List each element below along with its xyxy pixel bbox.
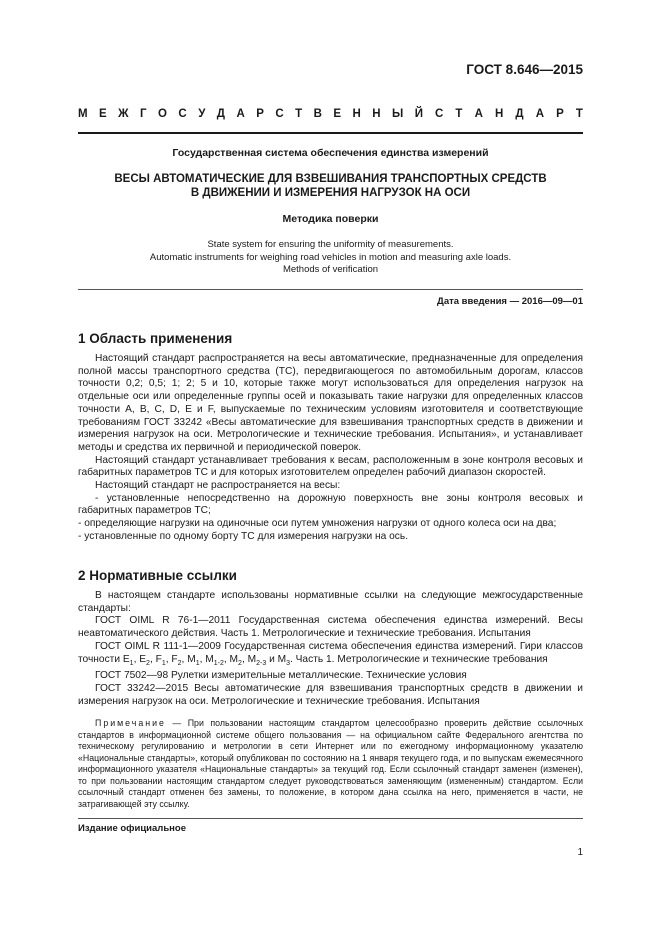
banner-letter: Ы: [392, 108, 404, 120]
main-title-line-2: В ДВИЖЕНИИ И ИЗМЕРЕНИЯ НАГРУЗОК НА ОСИ: [190, 187, 471, 199]
section-2-heading: 2 Нормативные ссылки: [78, 568, 237, 583]
section-1-list-item: - определяющие нагрузки на одиночные оси путем умножения нагрузки от одного колеса оси на два;: [78, 518, 557, 530]
section-1-body: [78, 353, 583, 544]
reference-item: ГОСТ OIML R 76-1—2011 Государственная система обеспечения единства измерений. Весы неавтоматического действия. Часть 1. Метрологические и технические требования. Испытания: [78, 615, 583, 640]
section-1-heading: 1 Область применения: [78, 331, 233, 346]
section-1-paragraph: Настоящий стандарт не распространяется на весы:: [95, 480, 341, 492]
banner-letter: Е: [99, 108, 107, 120]
section-1-paragraph: Настоящий стандарт распространяется на весы автоматические, предназначенные для определения полной массы транспортного средства (ТС), передвигающегося по автомобильным дорогам, классов точности 0,2; 0,5; 1; 2; 5 и 10, которые также могут использоваться для определения нагрузок на отдельные оси или определенные группы осей и показывать такие нагрузки для определенных классов точности A, B, C, D, E и F, выпускаемые по техническим условиям изготовителя и соответствующие требованиям ГОСТ 33242 «Весы автоматические для взвешивания транспортных средств в движении и измерения нагрузок на оси. Метрологические и технические требования. Испытания», и устанавливает методы и средства их первичной и периодической поверок.: [78, 353, 583, 453]
banner-letter: В: [313, 108, 322, 120]
note-label: Примечание: [95, 718, 166, 728]
banner-letter: С: [275, 108, 284, 120]
note: [78, 718, 583, 810]
banner-letter: А: [236, 108, 245, 120]
edition-label: Издание официальное: [78, 823, 186, 834]
banner-letter: С: [435, 108, 444, 120]
banner-letter: Н: [372, 108, 381, 120]
banner-letter: Т: [575, 108, 583, 120]
banner-letter: Ж: [118, 108, 129, 120]
banner-letter: Н: [494, 108, 504, 120]
english-title-line-2: Automatic instruments for weighing road vehicles in motion and measuring axle loads.: [149, 251, 512, 263]
reference-item: ГОСТ 33242—2015 Весы автоматические для взвешивания транспортных средств в движении и измерения нагрузок на оси. Метрологические и технические требования. Испытания: [78, 682, 583, 707]
banner-letter: А: [535, 108, 545, 120]
banner-letter: Г: [140, 108, 147, 120]
introduction-date: Дата введения — 2016—09—01: [437, 296, 583, 307]
standard-banner: [78, 108, 583, 120]
method-title: Методика поверки: [282, 213, 379, 225]
banner-letter: Т: [295, 108, 303, 120]
banner-letter: Д: [216, 108, 225, 120]
banner-letter: Р: [256, 108, 264, 120]
banner-letter: Д: [515, 108, 524, 120]
section-1-list-item: - установленные непосредственно на дорожную поверхность вне зоны контроля весовых и габаритных параметров ТС;: [78, 492, 583, 517]
gost-number: ГОСТ 8.646—2015: [466, 62, 583, 77]
note-text: — При пользовании настоящим стандартом целесообразно проверить действие ссылочных стандартов в информационной системе общего пользования — на официальном сайте Федерального агентства по техническому регулированию и метрологии в сети Интернет или по ежегодному информационному указателю «Национальные стандарты», который опубликован по состоянию на 1 января текущего года, и по выпускам ежемесячного информационного указателя «Национальные стандарты» за текущий год. Если ссылочный стандарт заменен (изменен), то при пользовании настоящим стандартом следует руководствоваться заменяющим (измененным) стандартом. Если ссылочный стандарт отменен без замены, то положение, в котором дана ссылка на него, применяется в части, не затрагивающей эту ссылку.: [78, 718, 583, 809]
reference-item: ГОСТ OIML R 111-1—2009 Государственная система обеспечения единства измерений. Гири классов точности $E_1$, $E_2$, $F_1$, $F_2$, $M_1$, $M_{1-2}$, $M_2$, $M_{2-3}$ и $M_3$. Часть 1. Метрологические и технические требования: [78, 640, 583, 667]
banner-letter: У: [198, 108, 206, 120]
banner-letter: О: [158, 108, 167, 120]
header-rule: [78, 132, 583, 134]
system-title: Государственная система обеспечения единства измерений: [172, 147, 489, 159]
main-title-line-1: ВЕСЫ АВТОМАТИЧЕСКИЕ ДЛЯ ВЗВЕШИВАНИЯ ТРАНСПОРТНЫХ СРЕДСТВ: [114, 173, 547, 185]
section-2-paragraph: В настоящем стандарте использованы нормативные ссылки на следующие межгосударственные стандарты:: [78, 590, 583, 614]
section-1-paragraph: Настоящий стандарт устанавливает требования к весам, расположенным в зоне контроля весовых и габаритных параметров ТС и для которых изготовителем определен рабочий диапазон скоростей.: [78, 454, 583, 479]
banner-word-standard: [435, 108, 583, 120]
banner-letter: М: [78, 108, 88, 120]
banner-letter: Й: [414, 108, 423, 120]
english-title-line-3: Methods of verification: [282, 264, 379, 275]
footer-rule: [78, 818, 583, 819]
banner-letter: Т: [455, 108, 463, 120]
section-1-list-item: - установленные по одному борту ТС для измерения нагрузки на ось.: [78, 530, 409, 542]
banner-word-interstate: [78, 108, 423, 120]
banner-letter: Е: [333, 108, 342, 120]
section-2-body: [78, 590, 583, 708]
page-number: 1: [577, 847, 583, 858]
banner-letter: Р: [556, 108, 564, 120]
english-title: [78, 239, 583, 277]
banner-letter: А: [474, 108, 483, 120]
english-title-line-1: State system for ensuring the uniformity of measurements.: [207, 239, 454, 250]
title-rule: [78, 289, 583, 290]
main-title: [78, 172, 583, 200]
banner-letter: С: [178, 108, 187, 120]
banner-letter: Н: [352, 108, 361, 120]
reference-item: ГОСТ 7502—98 Рулетки измерительные металлические. Технические условия: [95, 670, 467, 682]
